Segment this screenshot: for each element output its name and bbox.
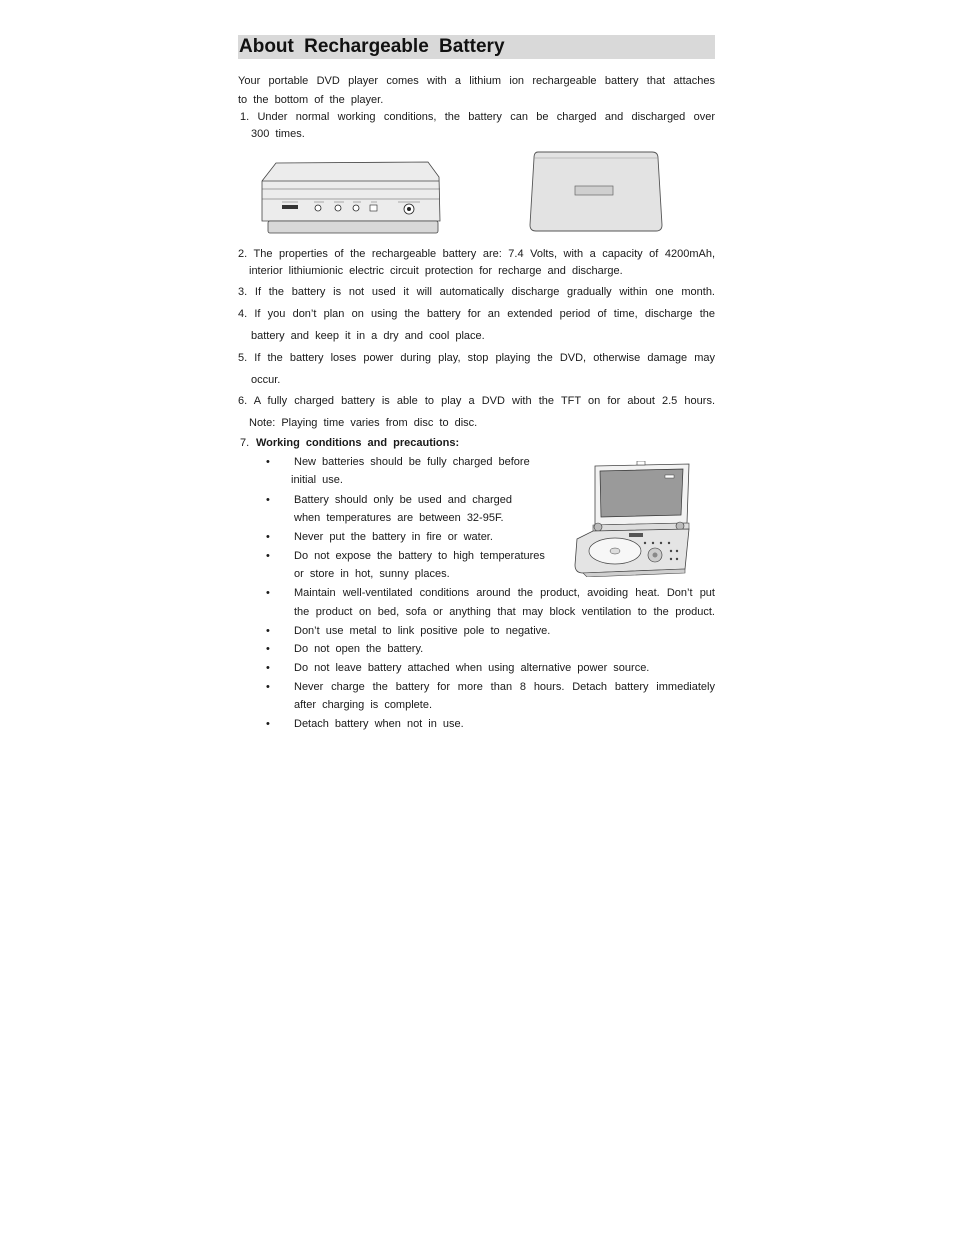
bullet-4-line-1: Do not expose the battery to high temperatures (294, 550, 545, 562)
bullet-3-line-1: Never put the battery in fire or water. (294, 531, 493, 543)
bullet-marker: • (266, 494, 270, 506)
bullet-10-line-1: Detach battery when not in use. (294, 718, 464, 730)
bullet-marker: • (266, 681, 270, 693)
document-page (238, 35, 715, 730)
bullet-1-line-1: New batteries should be fully charged before (294, 456, 530, 468)
item-5-line-2: occur. (251, 374, 281, 386)
bullet-marker: • (266, 718, 270, 730)
bullet-7-line-1: Do not open the battery. (294, 643, 424, 655)
bullet-marker: • (266, 625, 270, 637)
bullet-marker: • (266, 662, 270, 674)
title-bar (238, 35, 715, 59)
intro-line-2: to the bottom of the player. (238, 94, 384, 106)
bullet-9-line-2: after charging is complete. (294, 699, 433, 711)
item-4-line-2: battery and keep it in a dry and cool place. (251, 330, 485, 342)
bullet-5-line-2: the product on bed, sofa or anything that may block ventilation to the product. (294, 606, 715, 618)
bullet-marker: • (266, 531, 270, 543)
bullet-marker: • (266, 587, 270, 599)
bullet-2-line-1: Battery should only be used and charged (294, 494, 512, 506)
item-2-line-1: 2. The properties of the rechargeable battery are: 7.4 Volts, with a capacity of 4200mAh, (238, 248, 715, 260)
bullet-2-line-2: when temperatures are between 32-95F. (294, 512, 504, 524)
intro-line-1: Your portable DVD player comes with a lithium ion rechargeable battery that attaches (238, 75, 715, 87)
bullet-marker: • (266, 456, 270, 468)
item-7-number: 7. (240, 437, 250, 449)
item-5-line-1: 5. If the battery loses power during play, stop playing the DVD, otherwise damage may (238, 352, 715, 364)
item-1-line-1: 1. Under normal working conditions, the battery can be charged and discharged over (240, 111, 715, 123)
item-3-line-1: 3. If the battery is not used it will automatically discharge gradually within one month. (238, 286, 715, 298)
bullet-marker: • (266, 643, 270, 655)
item-7-heading: Working conditions and precautions: (256, 437, 460, 449)
dvd-player-side-illustration (258, 159, 442, 235)
bullet-1-line-2: initial use. (291, 474, 343, 486)
item-6-line-1: 6. A fully charged battery is able to play a DVD with the TFT on for about 2.5 hours. (238, 395, 715, 407)
item-4-line-1: 4. If you don’t plan on using the battery for an extended period of time, discharge the (238, 308, 715, 320)
item-1-line-2: 300 times. (251, 128, 305, 140)
battery-pack-illustration (528, 149, 664, 235)
item-6-line-2: Note: Playing time varies from disc to disc. (249, 417, 478, 429)
bullet-5-line-1: Maintain well-ventilated conditions around the product, avoiding heat. Don’t put (294, 587, 715, 599)
bullet-8-line-1: Do not leave battery attached when using alternative power source. (294, 662, 650, 674)
portable-dvd-player-illustration (573, 461, 693, 577)
bullet-4-line-2: or store in hot, sunny places. (294, 568, 450, 580)
bullet-6-line-1: Don’t use metal to link positive pole to negative. (294, 625, 551, 637)
item-2-line-2: interior lithiumionic electric circuit protection for recharge and discharge. (249, 265, 623, 277)
bullet-marker: • (266, 550, 270, 562)
page-title: About Rechargeable Battery (239, 36, 505, 57)
bullet-9-line-1: Never charge the battery for more than 8 hours. Detach battery immediately (294, 681, 715, 693)
